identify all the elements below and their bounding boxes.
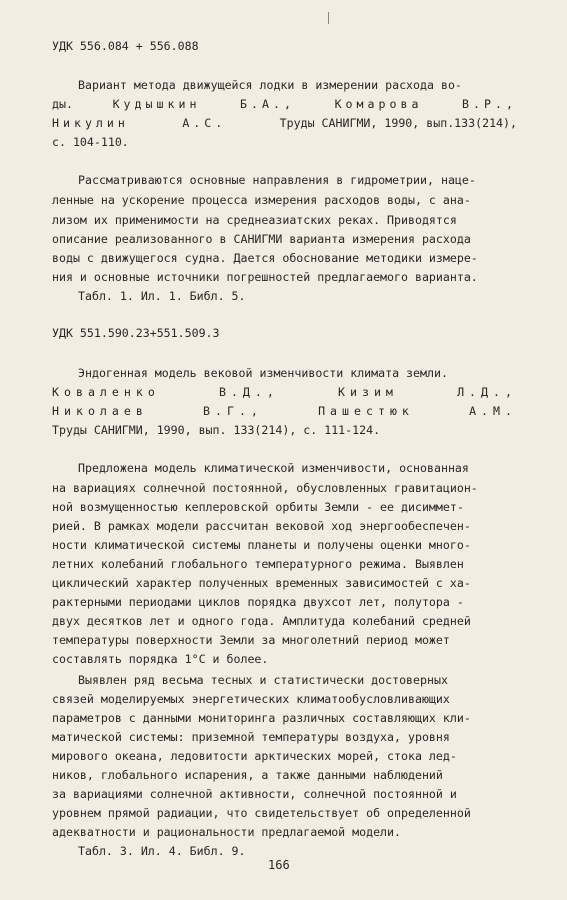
- abstract2-title: Эндогенная модель вековой изменчивости климата земли.: [78, 366, 448, 380]
- abstract1-pages: с. 104-110.: [52, 135, 129, 149]
- abstract2-tables: Табл. 3. Ил. 4. Библ. 9.: [78, 844, 246, 858]
- abstract2-para1-line: рией. В рамках модели рассчитан вековой ход энергообеспечен-: [52, 519, 471, 533]
- abstract2-para1-line: Предложена модель климатической изменчивости, основанная: [78, 461, 469, 475]
- abstract1-text-line: ния и основные источники погрешностей предлагаемого варианта.: [52, 270, 478, 284]
- abstract2-para2-line: за вариациями солнечной активности, солнечной постоянной и: [52, 787, 457, 801]
- abstract1-text-line: Рассматриваются основные направления в гидрометрии, наце-: [78, 173, 476, 187]
- abstract2-ref: Труды САНИГМИ, 1990, вып. 133(214), с. 111-124.: [52, 423, 381, 437]
- abstract2-para1-line: двух десятков лет и одного года. Амплитуда колебаний средней: [52, 614, 471, 628]
- abstract2-para2-line: адекватности и рациональности предлагаемой модели.: [52, 825, 402, 839]
- abstract1-text-line: лизом их применимости на среднеазиатских реках. Приводятся: [52, 213, 457, 227]
- udk-code-1: УДК 556.084 + 556.088: [52, 39, 199, 53]
- abstract2-para2-line: связей моделируемых энергетических климатообусловливающих: [52, 692, 450, 706]
- udk-code-2: УДК 551.590.23+551.509.3: [52, 326, 220, 340]
- abstract1-authors-line2: Никулин А.С. Труды САНИГМИ, 1990, вып.133(214),: [52, 116, 517, 130]
- abstract1-text-line: ленные на ускорение процесса измерения расходов воды, с ана-: [52, 193, 471, 207]
- abstract2-para1-line: температуры поверхности Земли за многолетний период может: [52, 633, 450, 647]
- abstract1-text-line: воды с движущегося судна. Дается обоснование методики измере-: [52, 251, 478, 265]
- abstract2-para2-line: матической системы: приземной температуры воздуха, уровня: [52, 730, 450, 744]
- abstract2-authors-line2: Николаев В.Г., Пашестюк А.М.: [52, 404, 517, 418]
- abstract2-para1-line: составлять порядка 1°С и более.: [52, 652, 269, 666]
- abstract2-para1-line: ной возмущенностью кеплеровской орбиты Земли - ее дисиммет-: [52, 500, 464, 514]
- abstract1-authors-line1: ды. Кудышкин Б.А., Комарова В.Р.,: [52, 97, 517, 111]
- abstract2-authors-line1: Коваленко В.Д., Кизим Л.Д.,: [52, 385, 517, 399]
- abstract1-tables: Табл. 1. Ил. 1. Библ. 5.: [78, 289, 246, 303]
- abstract1-title: Вариант метода движущейся лодки в измерении расхода во-: [78, 78, 462, 92]
- abstract1-text-line: описание реализованного в САНИГМИ варианта измерения расхода: [52, 232, 471, 246]
- abstract2-para2-line: мирового океана, ледовитости арктических морей, стока лед-: [52, 749, 457, 763]
- abstract2-para1-line: летних колебаний глобального температурного режима. Выявлен: [52, 557, 464, 571]
- page-number: 166: [268, 858, 290, 872]
- abstract2-para2-line: ников, глобального испарения, а также данными наблюдений: [52, 768, 443, 782]
- abstract2-para1-line: рактерными периодами циклов порядка двухсот лет, полутора -: [52, 595, 464, 609]
- abstract2-para1-line: на вариациях солнечной постоянной, обусловленных гравитацион-: [52, 481, 478, 495]
- margin-mark: [328, 12, 329, 24]
- abstract2-para2-line: уровнем прямой радиации, что свидетельствует об определенной: [52, 806, 471, 820]
- abstract2-para1-line: циклический характер полученных временных зависимостей с ха-: [52, 576, 471, 590]
- abstract2-para2-line: Выявлен ряд весьма тесных и статистически достоверных: [78, 673, 448, 687]
- abstract2-para2-line: параметров с данными мониторинга различных составляющих кли-: [52, 711, 471, 725]
- abstract2-para1-line: ности климатической системы планеты и получены оценки много-: [52, 538, 471, 552]
